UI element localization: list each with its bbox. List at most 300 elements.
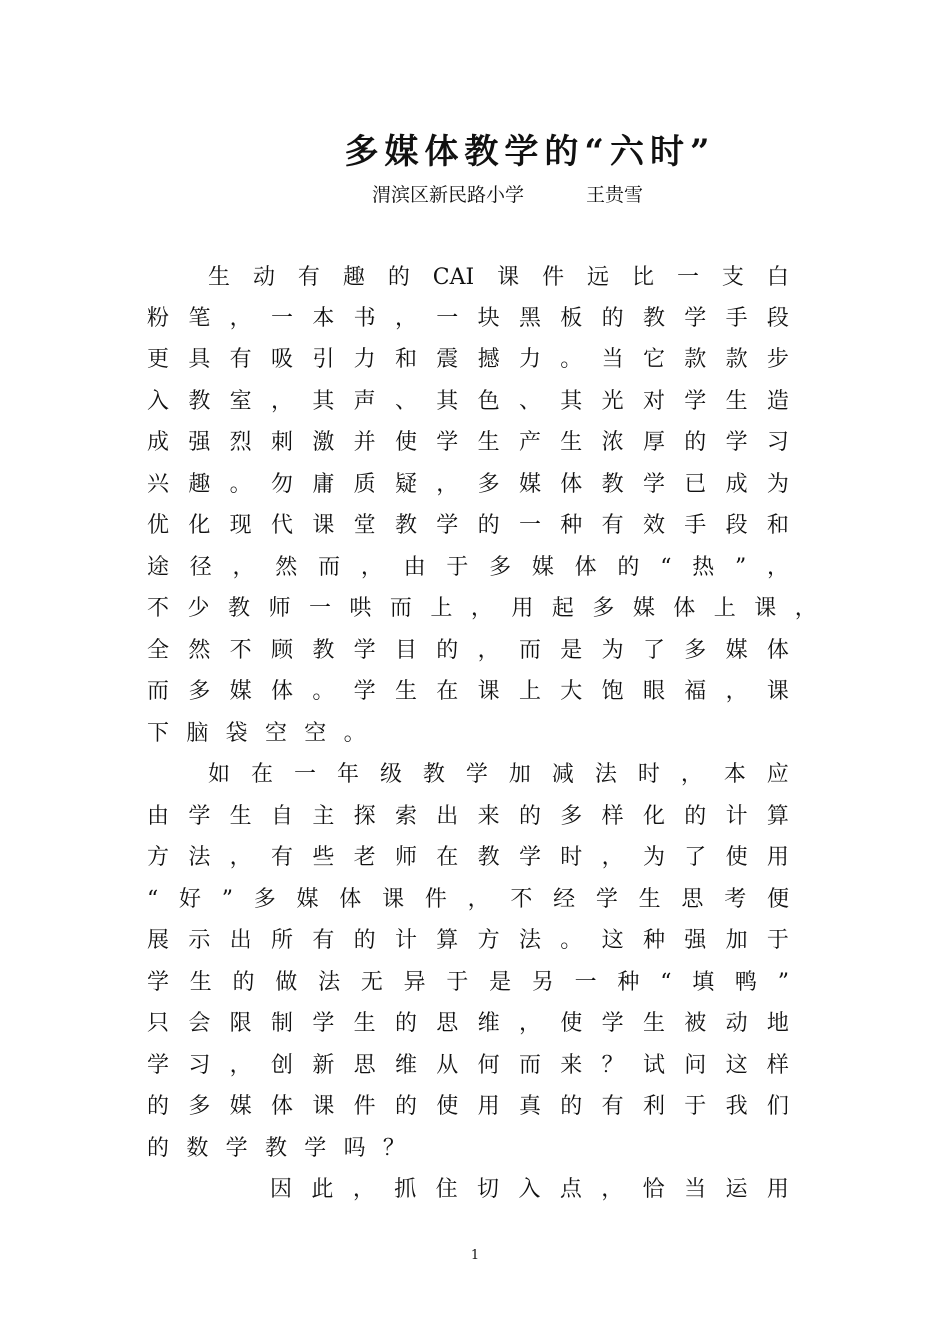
text-char: 效: [642, 513, 665, 538]
text-char: 在: [436, 845, 459, 870]
text-char: 一: [436, 306, 459, 331]
text-char: ，: [270, 389, 293, 414]
text-char: 、: [518, 389, 541, 414]
text-char: 多: [253, 887, 276, 912]
text-char: 学: [147, 1053, 170, 1078]
text-line: [147, 963, 789, 1003]
text-char: 书: [353, 306, 376, 331]
text-char: 生: [394, 679, 417, 704]
text-char: 步: [766, 347, 789, 372]
text-char: 件: [542, 265, 565, 290]
text-char: 在: [436, 679, 459, 704]
text-char: 兴: [147, 472, 170, 497]
text-char: 眼: [642, 679, 665, 704]
text-char: 产: [518, 430, 541, 455]
text-char: “: [147, 887, 159, 912]
text-char: 全: [147, 638, 170, 663]
text-char: 并: [353, 430, 376, 455]
text-char: 鸭: [734, 970, 757, 995]
text-char: 目: [394, 638, 417, 663]
text-line: [147, 797, 789, 837]
text-char: 有: [601, 1094, 624, 1119]
author-name: 王贵雪: [586, 184, 644, 206]
text-char: 为: [601, 638, 624, 663]
text-char: ，: [477, 638, 500, 663]
text-char: 体: [766, 638, 789, 663]
text-char: 在: [250, 762, 273, 787]
text-char: 展: [147, 928, 170, 953]
text-char: 维: [477, 1011, 500, 1036]
text-char: 些: [312, 845, 335, 870]
text-char: 法: [594, 762, 617, 787]
text-char: 出: [229, 928, 252, 953]
text-char: 法: [188, 845, 211, 870]
text-char: 教: [264, 1136, 287, 1161]
text-char: ，: [680, 762, 703, 787]
text-char: 老: [353, 845, 376, 870]
text-char: 样: [766, 1053, 789, 1078]
text-char: 我: [725, 1094, 748, 1119]
text-char: 时: [637, 762, 660, 787]
text-char: 体: [339, 887, 362, 912]
text-char: 考: [724, 887, 747, 912]
text-char: 会: [188, 1011, 211, 1036]
text-char: 入: [147, 389, 170, 414]
text-char: 径: [189, 555, 212, 580]
text-char: 生: [189, 970, 212, 995]
text-char: 体: [270, 1094, 293, 1119]
text-char: 饱: [601, 679, 624, 704]
text-char: 。: [229, 472, 252, 497]
text-char: 哄: [349, 596, 372, 621]
text-char: ，: [794, 596, 817, 621]
text-char: 手: [684, 513, 707, 538]
text-char: 厚: [642, 430, 665, 455]
text-char: ，: [360, 555, 383, 580]
text-char: 化: [642, 804, 665, 829]
text-line: [208, 755, 789, 795]
text-char: ？: [601, 1053, 624, 1078]
text-char: 来: [560, 1053, 583, 1078]
text-char: 新: [312, 1053, 335, 1078]
text-char: 烈: [229, 430, 252, 455]
text-char: 学: [225, 1136, 248, 1161]
text-char: 生: [638, 887, 661, 912]
text-char: 多: [560, 804, 583, 829]
text-char: 质: [353, 472, 376, 497]
text-char: 本: [723, 762, 746, 787]
text-char: 真: [518, 1094, 541, 1119]
text-char: 做: [275, 970, 298, 995]
text-char: 代: [270, 513, 293, 538]
text-char: 一: [676, 265, 699, 290]
text-char: 于: [446, 970, 469, 995]
text-char: 优: [147, 513, 170, 538]
text-char: 成: [725, 472, 748, 497]
text-char: 学: [353, 679, 376, 704]
text-char: 只: [147, 1011, 170, 1036]
text-char: 学: [601, 1011, 624, 1036]
text-char: 种: [642, 928, 665, 953]
text-char: 然: [188, 638, 211, 663]
text-char: 使: [436, 1094, 459, 1119]
text-char: 的: [684, 430, 707, 455]
text-char: 经: [553, 887, 576, 912]
text-line: [147, 506, 789, 546]
text-char: 试: [642, 1053, 665, 1078]
text-char: 的: [617, 555, 640, 580]
text-char: 本: [312, 306, 335, 331]
text-char: 学: [304, 1136, 327, 1161]
text-char: 堂: [353, 513, 376, 538]
text-char: 袋: [225, 721, 248, 746]
text-char: 现: [229, 513, 252, 538]
text-char: ？: [382, 1136, 405, 1161]
text-char: 生: [229, 804, 252, 829]
text-char: 由: [147, 804, 170, 829]
text-char: 光: [601, 389, 624, 414]
text-char: 撼: [477, 347, 500, 372]
text-char: 。: [560, 347, 583, 372]
text-char: 数: [186, 1136, 209, 1161]
text-char: 课: [312, 1094, 335, 1119]
text-char: 和: [394, 347, 417, 372]
text-char: 便: [766, 887, 789, 912]
text-char: 点: [559, 1177, 582, 1202]
text-char: 是: [489, 970, 512, 995]
text-char: 而: [389, 596, 412, 621]
text-char: 法: [318, 970, 341, 995]
text-char: 的: [477, 513, 500, 538]
text-char: 一: [308, 596, 331, 621]
text-line: [147, 1087, 789, 1127]
text-line: [147, 838, 789, 878]
text-line: [270, 1170, 789, 1210]
text-char: 不: [147, 596, 170, 621]
text-char: 件: [424, 887, 447, 912]
text-char: 学: [465, 762, 488, 787]
text-char: 动: [252, 265, 275, 290]
text-char: 学: [312, 1011, 335, 1036]
text-char: 媒: [229, 679, 252, 704]
text-line: [147, 631, 789, 671]
text-char: 的: [147, 1094, 170, 1119]
text-char: 脑: [186, 721, 209, 746]
text-char: 何: [477, 1053, 500, 1078]
text-char: 媒: [229, 1094, 252, 1119]
text-char: 比: [631, 265, 654, 290]
text-char: 习: [188, 1053, 211, 1078]
text-char: 的: [518, 804, 541, 829]
text-char: 成: [147, 430, 170, 455]
text-char: 维: [394, 1053, 417, 1078]
text-char: 制: [270, 1011, 293, 1036]
text-line: [147, 589, 817, 629]
text-char: 而: [318, 555, 341, 580]
text-char: 媒: [531, 555, 554, 580]
text-char: 教: [312, 638, 335, 663]
text-char: 上: [518, 679, 541, 704]
text-char: 震: [436, 347, 459, 372]
text-char: ，: [232, 555, 255, 580]
text-char: 体: [560, 472, 583, 497]
text-char: 强: [684, 928, 707, 953]
text-char: 款: [725, 347, 748, 372]
text-char: 造: [766, 389, 789, 414]
text-char: 一: [574, 970, 597, 995]
text-char: 习: [766, 430, 789, 455]
text-char: 减: [551, 762, 574, 787]
text-char: 热: [692, 555, 715, 580]
text-char: 体: [673, 596, 696, 621]
text-char: 这: [601, 928, 624, 953]
text-char: 然: [275, 555, 298, 580]
text-char: 时: [560, 845, 583, 870]
text-line: [147, 714, 383, 754]
text-char: ，: [352, 1177, 375, 1202]
text-char: 趣: [188, 472, 211, 497]
text-line: [147, 548, 789, 588]
text-char: 其: [312, 389, 335, 414]
text-char: 板: [560, 306, 583, 331]
text-char: 学: [595, 887, 618, 912]
text-char: 块: [477, 306, 500, 331]
text-char: 吗: [343, 1136, 366, 1161]
text-char: 课: [312, 513, 335, 538]
text-char: 算: [766, 804, 789, 829]
text-char: 住: [435, 1177, 458, 1202]
text-char: 学: [188, 804, 211, 829]
text-char: 媒: [296, 887, 319, 912]
text-char: ，: [394, 306, 417, 331]
text-char: 地: [766, 1011, 789, 1036]
text-char: 上: [713, 596, 736, 621]
text-char: 化: [188, 513, 211, 538]
text-line: [147, 1046, 789, 1086]
text-char: 索: [394, 804, 417, 829]
text-char: 福: [684, 679, 707, 704]
text-char: ，: [229, 845, 252, 870]
text-char: 下: [147, 721, 170, 746]
text-char: 加: [725, 928, 748, 953]
text-char: 学: [518, 845, 541, 870]
text-char: 的: [387, 265, 410, 290]
text-char: 学: [684, 306, 707, 331]
text-char: 学: [642, 472, 665, 497]
text-char: 媒: [725, 638, 748, 663]
text-char: 用: [477, 1094, 500, 1119]
text-line: [208, 258, 789, 298]
text-char: 出: [436, 804, 459, 829]
text-char: 疑: [394, 472, 417, 497]
text-char: 异: [403, 970, 426, 995]
text-char: 空: [304, 721, 327, 746]
text-char: 样: [601, 804, 624, 829]
text-char: 段: [766, 306, 789, 331]
text-char: 而: [518, 1053, 541, 1078]
text-char: 用: [511, 596, 534, 621]
document-title: 多媒体教学的“六时”: [344, 132, 716, 172]
text-char: 使: [725, 845, 748, 870]
text-char: 而: [518, 638, 541, 663]
text-char: 多: [592, 596, 615, 621]
text-char: 用: [766, 845, 789, 870]
text-char: 入: [518, 1177, 541, 1202]
text-char: 于: [684, 1094, 707, 1119]
text-char: 空: [264, 721, 287, 746]
text-char: 引: [312, 347, 335, 372]
text-char: 生: [642, 1011, 665, 1036]
page-number: 1: [470, 1248, 480, 1263]
text-char: 被: [684, 1011, 707, 1036]
text-char: 。: [560, 928, 583, 953]
text-char: 支: [721, 265, 744, 290]
text-char: 无: [360, 970, 383, 995]
text-char: 级: [379, 762, 402, 787]
text-char: 学: [436, 513, 459, 538]
text-char: 是: [560, 638, 583, 663]
text-char: 多: [684, 638, 707, 663]
text-char: 学: [147, 970, 170, 995]
text-char: 主: [312, 804, 335, 829]
text-char: 师: [394, 845, 417, 870]
text-char: 对: [642, 389, 665, 414]
text-char: 法: [518, 928, 541, 953]
text-char: 趣: [342, 265, 365, 290]
text-char: 创: [270, 1053, 293, 1078]
text-char: 的: [601, 306, 624, 331]
text-char: 思: [353, 1053, 376, 1078]
text-char: 媒: [518, 472, 541, 497]
text-char: 的: [684, 804, 707, 829]
text-line: [147, 423, 789, 463]
text-char: 庸: [312, 472, 335, 497]
text-char: 生: [560, 430, 583, 455]
text-char: 一: [270, 306, 293, 331]
text-char: 的: [147, 1136, 170, 1161]
text-char: 浓: [601, 430, 624, 455]
text-char: 粉: [147, 306, 170, 331]
text-char: 抓: [394, 1177, 417, 1202]
text-char: 为: [642, 845, 665, 870]
text-char: 生: [208, 265, 231, 290]
text-char: 教: [422, 762, 445, 787]
text-line: [147, 465, 789, 505]
text-char: 的: [560, 1094, 583, 1119]
text-char: 课: [497, 265, 520, 290]
text-char: 了: [642, 638, 665, 663]
text-char: 教: [188, 389, 211, 414]
text-char: 生: [725, 389, 748, 414]
text-char: ，: [436, 472, 459, 497]
text-char: 更: [147, 347, 170, 372]
text-char: 于: [766, 928, 789, 953]
text-char: 学: [725, 430, 748, 455]
text-char: ”: [221, 887, 234, 912]
text-char: ，: [470, 596, 493, 621]
text-char: 体: [574, 555, 597, 580]
text-char: 它: [642, 347, 665, 372]
text-char: 利: [642, 1094, 665, 1119]
text-char: 手: [725, 306, 748, 331]
text-char: 激: [312, 430, 335, 455]
text-char: ，: [766, 555, 789, 580]
text-char: 年: [336, 762, 359, 787]
text-char: 刺: [270, 430, 293, 455]
text-char: 少: [187, 596, 210, 621]
text-line: [147, 921, 789, 961]
text-char: 使: [394, 430, 417, 455]
text-char: 的: [394, 1011, 417, 1036]
text-char: 教: [642, 306, 665, 331]
text-char: 师: [268, 596, 291, 621]
text-char: CAI: [432, 265, 475, 290]
text-char: 一: [518, 513, 541, 538]
text-char: 一: [293, 762, 316, 787]
text-char: 课: [766, 679, 789, 704]
text-char: 限: [229, 1011, 252, 1036]
text-char: 计: [394, 928, 417, 953]
text-char: 思: [436, 1011, 459, 1036]
text-line: [147, 382, 789, 422]
text-char: 方: [477, 928, 500, 953]
text-char: 这: [725, 1053, 748, 1078]
text-char: 了: [684, 845, 707, 870]
text-char: 顾: [270, 638, 293, 663]
text-char: 课: [477, 679, 500, 704]
text-char: ，: [518, 1011, 541, 1036]
text-char: 有: [297, 265, 320, 290]
text-char: ，: [725, 679, 748, 704]
text-char: 恰: [642, 1177, 665, 1202]
text-char: ”: [734, 555, 747, 580]
text-char: 白: [766, 265, 789, 290]
text-char: 强: [188, 430, 211, 455]
text-char: 算: [436, 928, 459, 953]
text-char: 所: [270, 928, 293, 953]
text-char: 有: [312, 928, 335, 953]
text-char: 动: [725, 1011, 748, 1036]
text-char: 探: [353, 804, 376, 829]
text-char: “: [660, 970, 672, 995]
text-line: [147, 340, 789, 380]
text-line: [147, 299, 789, 339]
text-line: [147, 880, 789, 920]
text-char: 当: [601, 347, 624, 372]
text-char: 段: [725, 513, 748, 538]
text-char: ，: [467, 887, 490, 912]
text-char: 黑: [518, 306, 541, 331]
text-char: 好: [179, 887, 202, 912]
text-char: ，: [601, 1177, 624, 1202]
text-char: 具: [188, 347, 211, 372]
text-char: 为: [766, 472, 789, 497]
text-char: 的: [436, 638, 459, 663]
text-char: 和: [766, 513, 789, 538]
byline: [372, 182, 643, 208]
text-char: 媒: [632, 596, 655, 621]
text-char: 有: [601, 513, 624, 538]
text-char: 使: [560, 1011, 583, 1036]
text-char: 应: [766, 762, 789, 787]
text-char: 力: [518, 347, 541, 372]
text-char: ，: [229, 306, 252, 331]
text-char: 色: [477, 389, 500, 414]
text-char: “: [660, 555, 672, 580]
text-char: 种: [560, 513, 583, 538]
text-char: 款: [684, 347, 707, 372]
text-char: 多: [188, 1094, 211, 1119]
